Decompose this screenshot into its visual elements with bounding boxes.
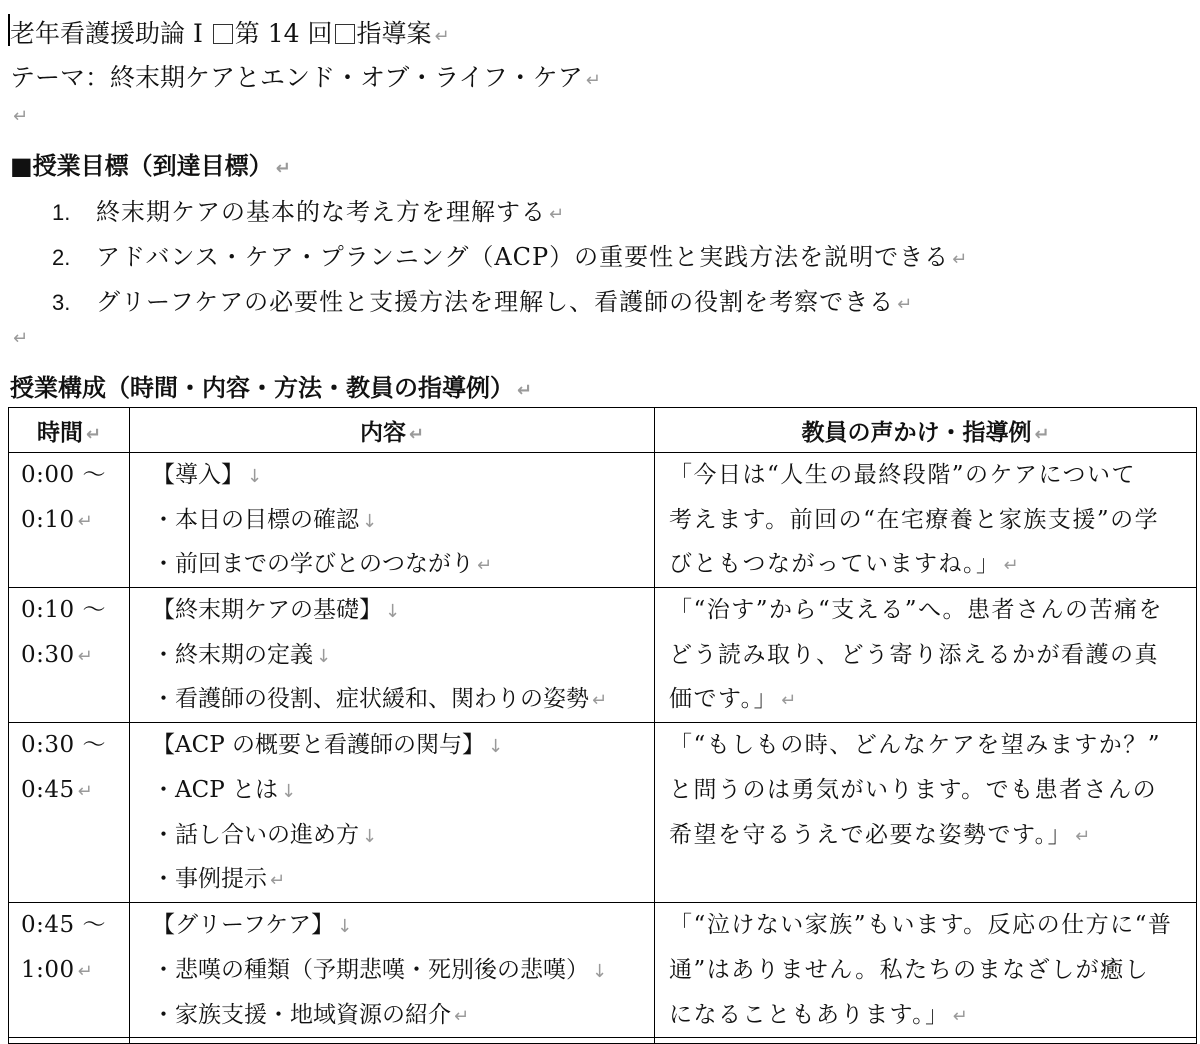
paragraph-mark-icon: ↵ [952,249,969,270]
theme-text: テーマ：終末期ケアとエンド・オブ・ライフ・ケア [10,63,583,92]
goals-heading-text: ■授業目標（到達目標） [10,151,273,180]
goal-text: グリーフケアの必要性と支援方法を理解し、看護師の役割を考察できる [96,288,895,316]
time-cell[interactable]: 0:00 ～ 0:10 ↵ [9,453,130,588]
title-session: 第 14 回 [234,19,333,48]
teacher-voice-cell[interactable]: 「“泣けない家族”もいます。反応の仕方に“普 通”はありません。私たちのまなざしが癒し になることもあります。」 ↵ [655,903,1197,1038]
paragraph-mark-icon: ↵ [13,106,29,127]
time-cell[interactable]: 0:45 ～ 1:00 ↵ [9,903,130,1038]
document-title[interactable] [10,14,450,50]
theme-line[interactable] [10,58,601,94]
paragraph-mark-icon: ↵ [549,204,566,225]
teacher-voice-cell[interactable] [655,1038,1197,1044]
content-cell[interactable]: 【導入】 ↓ ・本日の目標の確認 ↓ ・前回までの学びとのつながり ↵ [130,453,655,588]
table-row [9,903,1197,1038]
content-cell[interactable]: 【終末期ケアの基礎】 ↓ ・終末期の定義 ↓ ・看護師の役割、症状緩和、関わりの姿勢 ↵ [130,588,655,723]
teacher-voice-cell[interactable]: 「“もしもの時、どんなケアを望みますか？” と問うのは勇気がいります。でも患者さんの 希望を守るうえで必要な姿勢です。」 ↵ [655,723,1197,903]
paragraph-mark-icon: ↵ [585,70,601,91]
paragraph-mark-icon: ↵ [13,328,29,349]
teacher-voice-cell[interactable]: 「“治す”から“支える”へ。患者さんの苦痛を どう読み取り、どう寄り添えるかが看護の真 価です。」 ↵ [655,588,1197,723]
time-cell[interactable] [9,1038,130,1044]
paragraph-mark-icon: ↵ [275,158,291,179]
goal-item[interactable] [52,237,968,272]
paragraph-mark-icon: ↵ [434,26,450,47]
goal-text: 終末期ケアの基本的な考え方を理解する [96,198,546,226]
goal-number: 1. [52,200,71,225]
teacher-voice-cell[interactable]: 「今日は“人生の最終段階”のケアについて 考えます。前回の“在宅療養と家族支援”の学 びともつながっていますね。」 ↵ [655,453,1197,588]
paragraph-mark-icon: ↵ [517,380,533,401]
empty-paragraph[interactable] [10,328,28,349]
goal-item[interactable] [52,282,913,317]
table-header-row [9,408,1197,453]
goal-text: アドバンス・ケア・プランニング（ACP）の重要性と実践方法を説明できる [96,243,950,271]
structure-heading[interactable] [10,368,532,403]
goal-item[interactable] [52,192,565,227]
placeholder-box-icon [335,24,355,44]
title-text: 老年看護援助論 I [10,19,211,48]
empty-paragraph[interactable] [10,106,28,127]
content-cell[interactable] [130,1038,655,1044]
paragraph-mark-icon: ↵ [897,294,914,315]
table-row [9,588,1197,723]
time-cell[interactable]: 0:10 ～ 0:30 ↵ [9,588,130,723]
content-cell[interactable]: 【グリーフケア】 ↓ ・悲嘆の種類（予期悲嘆・死別後の悲嘆） ↓ ・家族支援・地域資源の紹介 ↵ [130,903,655,1038]
table-row [9,1038,1197,1044]
header-time[interactable]: 時間 ↵ [9,408,130,453]
title-suffix: 指導案 [356,19,432,48]
placeholder-box-icon [213,24,233,44]
goal-number: 2. [52,245,71,270]
lesson-plan-table [8,407,1197,1044]
goals-heading[interactable] [10,146,291,181]
header-content[interactable]: 内容 ↵ [130,408,655,453]
structure-heading-text: 授業構成（時間・内容・方法・教員の指導例） [10,373,514,402]
table-row [9,723,1197,903]
content-cell[interactable]: 【ACP の概要と看護師の関与】 ↓ ・ACP とは ↓ ・話し合いの進め方 ↓ ・事例提示 ↵ [130,723,655,903]
table-row [9,453,1197,588]
header-teacher-voice[interactable]: 教員の声かけ・指導例 ↵ [655,408,1197,453]
goal-number: 3. [52,290,71,315]
time-cell[interactable]: 0:30 ～ 0:45 ↵ [9,723,130,903]
